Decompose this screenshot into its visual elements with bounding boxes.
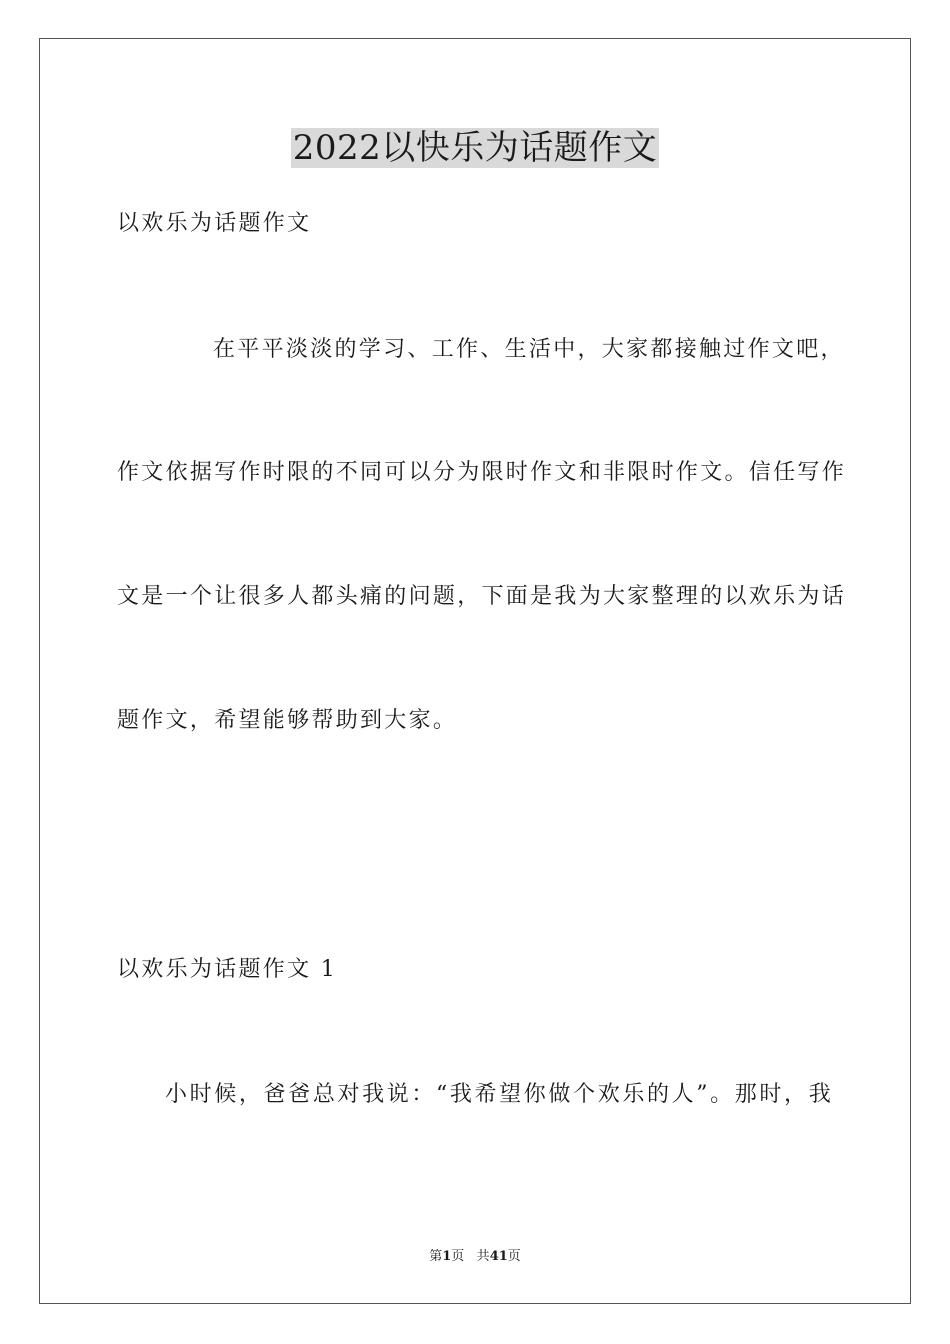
page-number: 1 <box>442 1249 452 1264</box>
total-suffix: 页 <box>507 1249 521 1264</box>
page-prefix: 第 <box>429 1249 443 1264</box>
section-heading: 以欢乐为话题作文 1 <box>117 957 337 982</box>
intro-line-4: 题作文，希望能够帮助到大家。 <box>117 708 458 733</box>
document-title <box>0 126 950 170</box>
intro-line-1: 在平平淡淡的学习、工作、生活中，大家都接触过作文吧， <box>213 337 845 362</box>
page-footer <box>0 1248 950 1266</box>
page-suffix: 页 <box>451 1249 465 1264</box>
total-prefix: 共 <box>476 1249 490 1264</box>
total-pages: 41 <box>489 1249 508 1264</box>
intro-line-2: 作文依据写作时限的不同可以分为限时作文和非限时作文。信任写作 <box>117 460 847 485</box>
intro-line-3: 文是一个让很多人都头痛的问题，下面是我为大家整理的以欢乐为话 <box>117 584 847 609</box>
section-first-line: 小时候，爸爸总对我说：“我希望你做个欢乐的人”。那时，我 <box>165 1082 833 1107</box>
document-title-text: 2022以快乐为话题作文 <box>292 128 658 168</box>
document-subtitle: 以欢乐为话题作文 <box>117 211 312 236</box>
